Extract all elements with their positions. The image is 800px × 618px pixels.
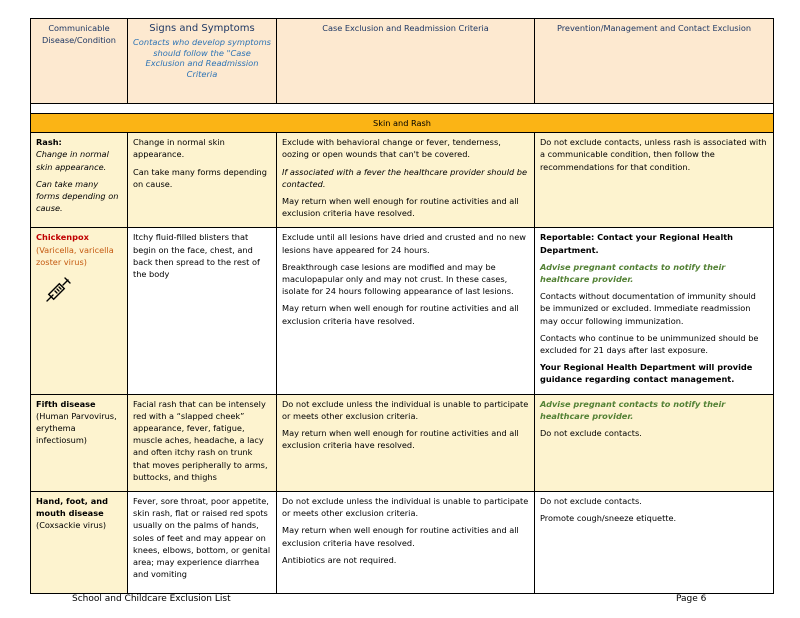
condition-sub: (Coxsackie virus)	[36, 520, 107, 531]
prevention-text: Do not exclude contacts, unless rash is associated with a communicable condition, then follow the recommendations for that condition.	[540, 137, 767, 172]
prevention-cell	[535, 492, 774, 594]
prevention-text: Reportable: Contact your Regional Health Department.	[540, 232, 734, 255]
exclusion-text: Antibiotics are not required.	[282, 554, 397, 565]
signs-text: Change in normal skin appearance.	[133, 137, 225, 160]
exclusion-text: Do not exclude unless the individual is unable to participate or meets other exclusion criteria.	[282, 496, 529, 519]
syringe-icon	[44, 274, 74, 304]
table-row	[31, 492, 774, 594]
exclusion-cell	[277, 228, 535, 394]
condition-sub: (Varicella, varicella zoster virus)	[36, 244, 114, 267]
table-row	[31, 133, 774, 228]
exclusion-cell	[277, 492, 535, 594]
header-signs	[128, 19, 277, 104]
exclusion-text: Exclude until all lesions have dried and crusted and no new lesions have appeared for 24 hours.	[282, 232, 526, 255]
condition-name: Hand, foot, and mouth disease	[36, 496, 108, 519]
section-title: Skin and Rash	[31, 114, 774, 133]
condition-name: Fifth disease	[36, 398, 96, 409]
prevention-cell	[535, 394, 774, 491]
prevention-text: Do not exclude contacts.	[540, 496, 642, 507]
table-row	[31, 394, 774, 491]
table-row	[31, 228, 774, 394]
condition-cell	[31, 133, 128, 228]
prevention-cell	[535, 133, 774, 228]
exclusion-text: Breakthrough case lesions are modified and may be maculopapular only and may not crust. In these cases, isolate for 24 hours following appearance of last lesions.	[282, 261, 514, 297]
prevention-text: Your Regional Health Department will provide guidance regarding contact management.	[540, 362, 753, 385]
signs-text: Facial rash that can be intensely red with a “slapped cheek” appearance, fever, fatigue, muscle aches, headache, a lacy and often itchy rash on trunk that moves peripherally to arms, buttocks, and thighs	[133, 398, 268, 482]
condition-sub: Change in normal skin appearance.	[36, 149, 109, 172]
signs-cell	[128, 228, 277, 394]
condition-cell	[31, 394, 128, 491]
section-row	[31, 114, 774, 133]
condition-name: Rash:	[36, 137, 62, 148]
exclusion-text: May return when well enough for routine activities and all exclusion criteria have resolved.	[282, 525, 519, 548]
exclusion-text: May return when well enough for routine activities and all exclusion criteria have resolved.	[282, 196, 519, 219]
header-condition: Communicable Disease/Condition	[31, 19, 128, 104]
condition-cell	[31, 492, 128, 594]
header-row	[31, 19, 774, 104]
exclusion-cell	[277, 394, 535, 491]
header-prevention: Prevention/Management and Contact Exclusion	[535, 19, 774, 104]
condition-sub: Can take many forms depending on cause.	[36, 178, 119, 214]
condition-cell	[31, 228, 128, 394]
exclusion-cell	[277, 133, 535, 228]
footer-title: School and Childcare Exclusion List	[72, 594, 231, 604]
signs-text: Can take many forms depending on cause.	[133, 166, 267, 189]
header-signs-note: Contacts who develop symptoms should follow the "Case Exclusion and Readmission Criteria	[133, 37, 271, 79]
prevention-text: Promote cough/sneeze etiquette.	[540, 513, 677, 524]
signs-text: Itchy fluid-filled blisters that begin on the face, chest, and back then spread to the rest of the body	[133, 232, 260, 280]
signs-text: Fever, sore throat, poor appetite, skin rash, flat or raised red spots usually on the palms of hands, soles of feet and may appear on knees, elbows, bottom, or genital area; may experience diarrhea and vomiting	[133, 496, 271, 580]
condition-name: Chickenpox	[36, 232, 89, 243]
header-exclusion: Case Exclusion and Readmission Criteria	[277, 19, 535, 104]
prevention-text: Contacts who continue to be unimmunized should be excluded for 21 days after last exposure.	[540, 332, 759, 356]
prevention-text: Advise pregnant contacts to notify their healthcare provider.	[540, 398, 726, 421]
signs-cell	[128, 394, 277, 491]
prevention-text: Do not exclude contacts.	[540, 428, 642, 439]
header-signs-title: Signs and Symptoms	[149, 23, 255, 34]
page-number: Page 6	[676, 594, 707, 604]
condition-sub: (Human Parvovirus, erythema infectiosum)	[36, 410, 117, 446]
prevention-text: Contacts without documentation of immunity should be immunized or excluded. Immediate readmission may occur following immunization.	[540, 291, 756, 326]
signs-cell	[128, 133, 277, 228]
exclusion-text: May return when well enough for routine activities and all exclusion criteria have resolved.	[282, 428, 519, 451]
exclusion-text: Do not exclude unless the individual is unable to participate or meets other exclusion criteria.	[282, 398, 529, 421]
exclusion-text: If associated with a fever the healthcare provider should be contacted.	[282, 166, 528, 189]
prevention-text: Advise pregnant contacts to notify their healthcare provider.	[540, 261, 726, 285]
signs-cell	[128, 492, 277, 594]
exclusion-text: May return when well enough for routine activities and all exclusion criteria have resolved.	[282, 303, 519, 326]
exclusion-text: Exclude with behavioral change or fever, tenderness, oozing or open wounds that can't be covered.	[282, 137, 501, 160]
prevention-cell	[535, 228, 774, 394]
exclusion-table	[30, 18, 774, 594]
